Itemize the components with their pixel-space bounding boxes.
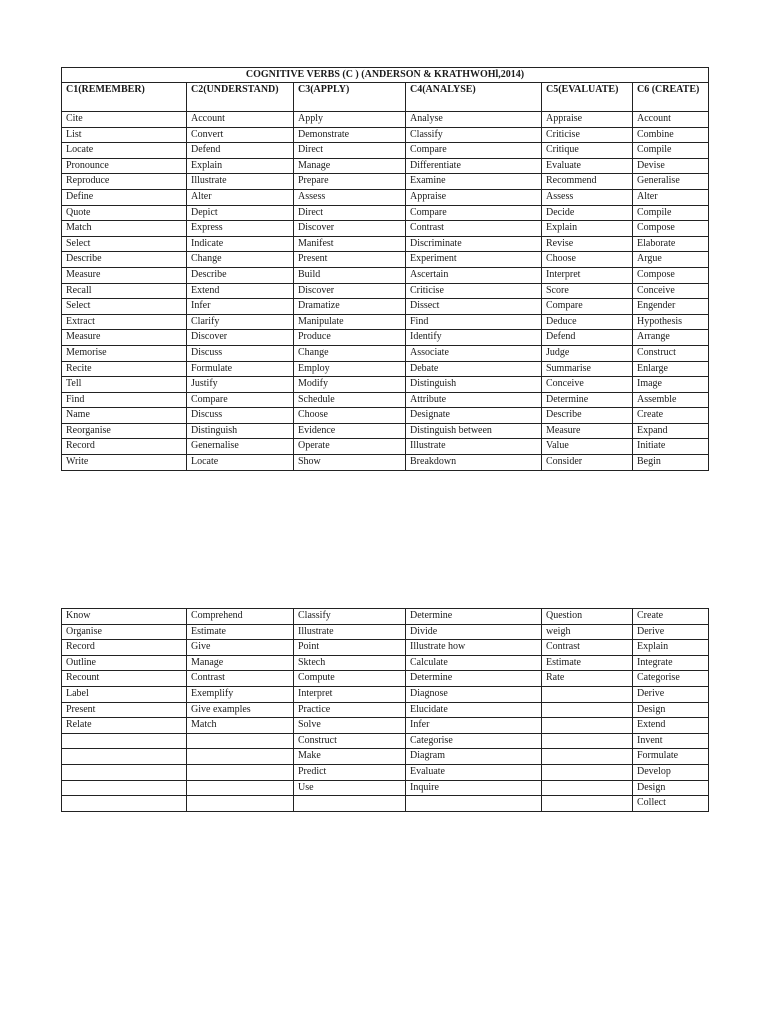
- table-cell: Combine: [633, 127, 709, 143]
- table-cell: Give examples: [187, 702, 294, 718]
- table-cell: Consider: [542, 455, 633, 471]
- column-header-c1: C1(REMEMBER): [62, 83, 187, 112]
- table-cell: Alter: [633, 189, 709, 205]
- table-cell: Diagram: [406, 749, 542, 765]
- table-cell: Illustrate: [406, 439, 542, 455]
- table-cell: Make: [294, 749, 406, 765]
- table-cell: Memorise: [62, 345, 187, 361]
- table-cell: [187, 733, 294, 749]
- table-cell: Match: [62, 221, 187, 237]
- table-cell: Defend: [187, 143, 294, 159]
- table-cell: Designate: [406, 408, 542, 424]
- table-cell: Practice: [294, 702, 406, 718]
- table-cell: Discover: [294, 283, 406, 299]
- table-cell: Describe: [542, 408, 633, 424]
- table-row: [62, 330, 709, 346]
- table-cell: Analyse: [406, 112, 542, 128]
- table-cell: Change: [294, 345, 406, 361]
- table-cell: Recount: [62, 671, 187, 687]
- table-cell: Present: [294, 252, 406, 268]
- table-cell: [406, 796, 542, 812]
- table-cell: Conceive: [633, 283, 709, 299]
- table-cell: Write: [62, 455, 187, 471]
- table-cell: Criticise: [542, 127, 633, 143]
- table-cell: Give: [187, 640, 294, 656]
- table-cell: [62, 780, 187, 796]
- table-cell: Choose: [294, 408, 406, 424]
- table-cell: Build: [294, 267, 406, 283]
- table-cell: Attribute: [406, 392, 542, 408]
- table-cell: Locate: [187, 455, 294, 471]
- table-cell: Derive: [633, 624, 709, 640]
- table-row: [62, 423, 709, 439]
- table-cell: Formulate: [187, 361, 294, 377]
- table-cell: Compose: [633, 267, 709, 283]
- table-cell: Outline: [62, 655, 187, 671]
- table-cell: Enlarge: [633, 361, 709, 377]
- table-cell: Compare: [542, 299, 633, 315]
- table-cell: Select: [62, 299, 187, 315]
- table-cell: Point: [294, 640, 406, 656]
- table-cell: Manage: [187, 655, 294, 671]
- table-cell: Measure: [62, 330, 187, 346]
- table-cell: [542, 686, 633, 702]
- table-cell: Deduce: [542, 314, 633, 330]
- table-cell: Evidence: [294, 423, 406, 439]
- table-cell: Describe: [187, 267, 294, 283]
- table-cell: Contrast: [542, 640, 633, 656]
- table-row: [62, 267, 709, 283]
- table-cell: Associate: [406, 345, 542, 361]
- table-cell: Inquire: [406, 780, 542, 796]
- table-cell: Estimate: [542, 655, 633, 671]
- table-cell: Describe: [62, 252, 187, 268]
- table-cell: Employ: [294, 361, 406, 377]
- table-cell: Appraise: [542, 112, 633, 128]
- table-cell: Compute: [294, 671, 406, 687]
- table-cell: Distinguish: [406, 377, 542, 393]
- table-cell: Interpret: [294, 686, 406, 702]
- table-cell: Define: [62, 189, 187, 205]
- table-cell: Differentiate: [406, 158, 542, 174]
- table-row: [62, 671, 709, 687]
- table-cell: Develop: [633, 764, 709, 780]
- table-cell: Critique: [542, 143, 633, 159]
- table-row: [62, 143, 709, 159]
- table-cell: [187, 749, 294, 765]
- table-cell: Engender: [633, 299, 709, 315]
- column-header-c3: C3(APPLY): [294, 83, 406, 112]
- table-cell: Demonstrate: [294, 127, 406, 143]
- table-cell: Manifest: [294, 236, 406, 252]
- table-cell: Criticise: [406, 283, 542, 299]
- additional-verbs-table: [61, 608, 709, 812]
- table-cell: Decide: [542, 205, 633, 221]
- table-cell: Generalise: [633, 174, 709, 190]
- table-row: [62, 158, 709, 174]
- table-cell: Indicate: [187, 236, 294, 252]
- table-row: [62, 174, 709, 190]
- table-row: [62, 252, 709, 268]
- table-cell: Ascertain: [406, 267, 542, 283]
- table-cell: Defend: [542, 330, 633, 346]
- table-row: [62, 283, 709, 299]
- table-cell: Direct: [294, 143, 406, 159]
- table-cell: Diagnose: [406, 686, 542, 702]
- table-row: [62, 764, 709, 780]
- table-cell: Discover: [294, 221, 406, 237]
- table-body: [62, 609, 709, 812]
- column-header-c4: C4(ANALYSE): [406, 83, 542, 112]
- table-cell: Compile: [633, 143, 709, 159]
- table-row: [62, 686, 709, 702]
- table-row: [62, 299, 709, 315]
- table-cell: Pronounce: [62, 158, 187, 174]
- table-cell: Hypothesis: [633, 314, 709, 330]
- table-cell: Reorganise: [62, 423, 187, 439]
- table-cell: List: [62, 127, 187, 143]
- table-title-row: [62, 68, 709, 83]
- table-cell: Image: [633, 377, 709, 393]
- table-cell: Know: [62, 609, 187, 625]
- table-cell: Manipulate: [294, 314, 406, 330]
- table-cell: Record: [62, 439, 187, 455]
- table-cell: Compare: [187, 392, 294, 408]
- table-cell: Compose: [633, 221, 709, 237]
- table-row: [62, 796, 709, 812]
- table-row: [62, 640, 709, 656]
- table-cell: Clarify: [187, 314, 294, 330]
- table-cell: Schedule: [294, 392, 406, 408]
- table-cell: Comprehend: [187, 609, 294, 625]
- column-header-c5: C5(EVALUATE): [542, 83, 633, 112]
- table-cell: Begin: [633, 455, 709, 471]
- table-cell: [542, 764, 633, 780]
- table-cell: Categorise: [633, 671, 709, 687]
- table-cell: Infer: [406, 718, 542, 734]
- table-cell: Evaluate: [406, 764, 542, 780]
- table-cell: [62, 796, 187, 812]
- table-cell: Summarise: [542, 361, 633, 377]
- table-cell: Quote: [62, 205, 187, 221]
- table-cell: Rate: [542, 671, 633, 687]
- table-cell: Revise: [542, 236, 633, 252]
- table-cell: Record: [62, 640, 187, 656]
- table-cell: Dissect: [406, 299, 542, 315]
- table-cell: Illustrate: [187, 174, 294, 190]
- table-cell: Prepare: [294, 174, 406, 190]
- cognitive-verbs-table: [61, 67, 709, 471]
- table-cell: Classify: [406, 127, 542, 143]
- table-cell: Compare: [406, 205, 542, 221]
- table-cell: [542, 718, 633, 734]
- table-header-row: [62, 83, 709, 112]
- table-cell: Elaborate: [633, 236, 709, 252]
- table-cell: Compile: [633, 205, 709, 221]
- table-cell: [187, 780, 294, 796]
- table-cell: Assess: [294, 189, 406, 205]
- table-cell: Conceive: [542, 377, 633, 393]
- table-cell: Compare: [406, 143, 542, 159]
- table-cell: Experiment: [406, 252, 542, 268]
- table-cell: Measure: [542, 423, 633, 439]
- column-header-c6: C6 (CREATE): [633, 83, 709, 112]
- table-cell: Evaluate: [542, 158, 633, 174]
- table-cell: Relate: [62, 718, 187, 734]
- table-cell: [62, 764, 187, 780]
- table-cell: Debate: [406, 361, 542, 377]
- table-row: [62, 749, 709, 765]
- table-cell: weigh: [542, 624, 633, 640]
- table-cell: Appraise: [406, 189, 542, 205]
- table-cell: Examine: [406, 174, 542, 190]
- table-cell: Use: [294, 780, 406, 796]
- table-cell: [542, 733, 633, 749]
- table-cell: Derive: [633, 686, 709, 702]
- table-row: [62, 314, 709, 330]
- table-row: [62, 127, 709, 143]
- table-cell: Measure: [62, 267, 187, 283]
- table-row: [62, 205, 709, 221]
- table-cell: Select: [62, 236, 187, 252]
- table-cell: Illustrate how: [406, 640, 542, 656]
- table-cell: Extract: [62, 314, 187, 330]
- table-cell: Label: [62, 686, 187, 702]
- table-cell: Account: [187, 112, 294, 128]
- table-cell: Produce: [294, 330, 406, 346]
- table-cell: Elucidate: [406, 702, 542, 718]
- table-cell: Depict: [187, 205, 294, 221]
- table-cell: Find: [406, 314, 542, 330]
- table-cell: Construct: [633, 345, 709, 361]
- table-cell: Justify: [187, 377, 294, 393]
- table-cell: Divide: [406, 624, 542, 640]
- table-cell: Tell: [62, 377, 187, 393]
- table-cell: Interpret: [542, 267, 633, 283]
- table-cell: Distinguish: [187, 423, 294, 439]
- table-row: [62, 624, 709, 640]
- table-cell: Assemble: [633, 392, 709, 408]
- table-cell: Construct: [294, 733, 406, 749]
- table-cell: Infer: [187, 299, 294, 315]
- table-cell: Devise: [633, 158, 709, 174]
- table-row: [62, 377, 709, 393]
- table-cell: Categorise: [406, 733, 542, 749]
- table-cell: Explain: [187, 158, 294, 174]
- table-cell: [542, 780, 633, 796]
- table-cell: Integrate: [633, 655, 709, 671]
- table-cell: Locate: [62, 143, 187, 159]
- table-cell: Distinguish between: [406, 423, 542, 439]
- table-cell: Calculate: [406, 655, 542, 671]
- table-cell: Question: [542, 609, 633, 625]
- table-cell: Value: [542, 439, 633, 455]
- table-cell: Score: [542, 283, 633, 299]
- table-row: [62, 408, 709, 424]
- table-cell: Discriminate: [406, 236, 542, 252]
- table-cell: Dramatize: [294, 299, 406, 315]
- table-cell: Judge: [542, 345, 633, 361]
- table-cell: Explain: [633, 640, 709, 656]
- column-header-c2: C2(UNDERSTAND): [187, 83, 294, 112]
- table-cell: [542, 796, 633, 812]
- table-cell: Expand: [633, 423, 709, 439]
- table-cell: Extend: [633, 718, 709, 734]
- table-cell: Breakdown: [406, 455, 542, 471]
- table-cell: [187, 764, 294, 780]
- table-cell: Reproduce: [62, 174, 187, 190]
- table-row: [62, 392, 709, 408]
- table-cell: Extend: [187, 283, 294, 299]
- table-cell: Match: [187, 718, 294, 734]
- table-cell: Exemplify: [187, 686, 294, 702]
- table-cell: Manage: [294, 158, 406, 174]
- table-cell: Initiate: [633, 439, 709, 455]
- table-cell: Alter: [187, 189, 294, 205]
- table-body: [62, 112, 709, 471]
- table-cell: Discuss: [187, 345, 294, 361]
- table-cell: Name: [62, 408, 187, 424]
- table-cell: Direct: [294, 205, 406, 221]
- table-cell: [187, 796, 294, 812]
- table-cell: Determine: [542, 392, 633, 408]
- table-cell: Organise: [62, 624, 187, 640]
- table-cell: Present: [62, 702, 187, 718]
- table-cell: [542, 749, 633, 765]
- table-cell: [62, 733, 187, 749]
- table-cell: Find: [62, 392, 187, 408]
- table-cell: Genernalise: [187, 439, 294, 455]
- table-cell: Design: [633, 702, 709, 718]
- table-cell: Assess: [542, 189, 633, 205]
- table-cell: Estimate: [187, 624, 294, 640]
- table-cell: Argue: [633, 252, 709, 268]
- table-cell: Design: [633, 780, 709, 796]
- table-cell: Change: [187, 252, 294, 268]
- table-cell: Account: [633, 112, 709, 128]
- table-row: [62, 345, 709, 361]
- table-cell: Create: [633, 408, 709, 424]
- table-cell: Determine: [406, 609, 542, 625]
- table-cell: Contrast: [406, 221, 542, 237]
- table-cell: Explain: [542, 221, 633, 237]
- table-cell: Sktech: [294, 655, 406, 671]
- table-row: [62, 733, 709, 749]
- table-row: [62, 361, 709, 377]
- table-title: COGNITIVE VERBS (C ) (ANDERSON & KRATHWOHl,2014): [62, 68, 709, 83]
- table-cell: Classify: [294, 609, 406, 625]
- table-cell: Create: [633, 609, 709, 625]
- table-row: [62, 609, 709, 625]
- table-cell: Collect: [633, 796, 709, 812]
- table-row: [62, 702, 709, 718]
- table-cell: Cite: [62, 112, 187, 128]
- table-cell: Express: [187, 221, 294, 237]
- table-row: [62, 718, 709, 734]
- table-cell: Determine: [406, 671, 542, 687]
- table-cell: Illustrate: [294, 624, 406, 640]
- table-cell: Operate: [294, 439, 406, 455]
- table-cell: Identify: [406, 330, 542, 346]
- table-row: [62, 655, 709, 671]
- table-cell: Modify: [294, 377, 406, 393]
- table-row: [62, 780, 709, 796]
- table-row: [62, 221, 709, 237]
- table-row: [62, 439, 709, 455]
- table-row: [62, 112, 709, 128]
- table-cell: Discover: [187, 330, 294, 346]
- table-cell: Contrast: [187, 671, 294, 687]
- table-cell: [294, 796, 406, 812]
- table-row: [62, 189, 709, 205]
- table-cell: Recall: [62, 283, 187, 299]
- table-cell: Discuss: [187, 408, 294, 424]
- table-cell: Choose: [542, 252, 633, 268]
- table-cell: Invent: [633, 733, 709, 749]
- table-cell: Recite: [62, 361, 187, 377]
- table-cell: [542, 702, 633, 718]
- table-cell: [62, 749, 187, 765]
- table-row: [62, 455, 709, 471]
- table-cell: Show: [294, 455, 406, 471]
- table-cell: Recommend: [542, 174, 633, 190]
- table-cell: Formulate: [633, 749, 709, 765]
- table-cell: Apply: [294, 112, 406, 128]
- table-cell: Predict: [294, 764, 406, 780]
- table-cell: Convert: [187, 127, 294, 143]
- table-cell: Arrange: [633, 330, 709, 346]
- table-cell: Solve: [294, 718, 406, 734]
- table-row: [62, 236, 709, 252]
